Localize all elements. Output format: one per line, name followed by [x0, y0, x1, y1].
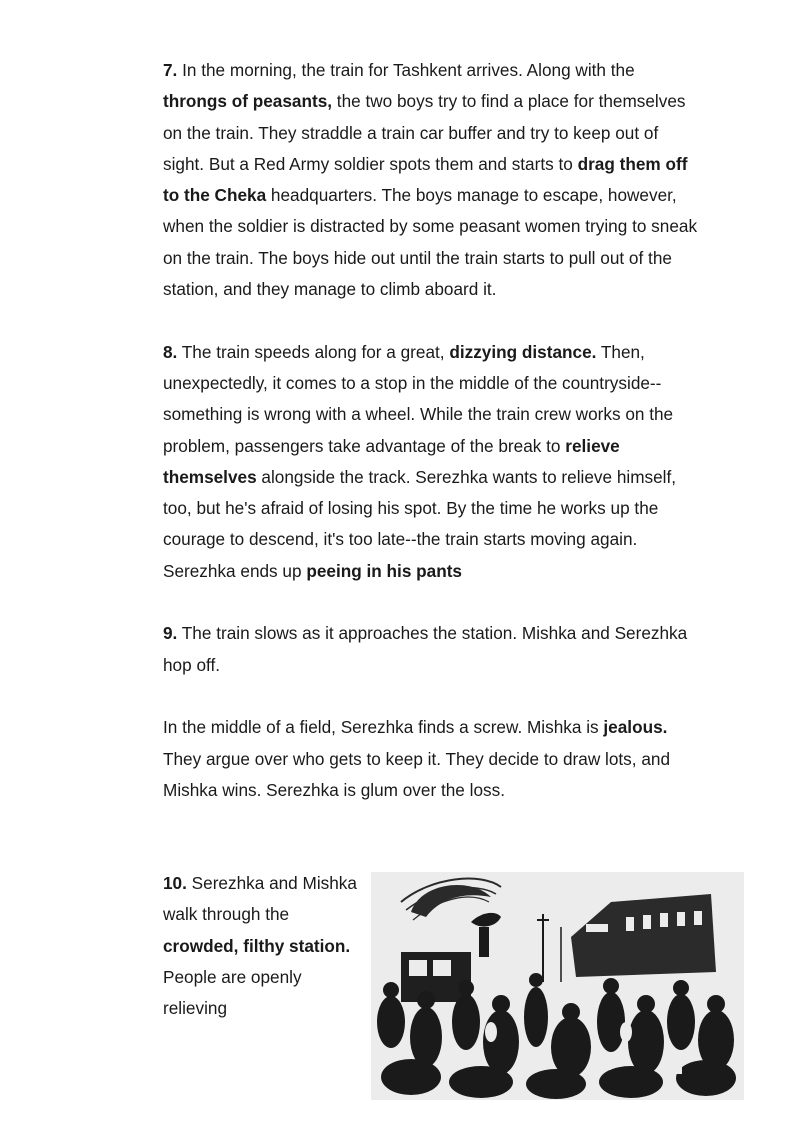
bold-phrase: crowded, filthy station.: [163, 935, 351, 956]
paragraph-10: [163, 868, 363, 1024]
text-run: headquarters. The boys manage to escape, however, when the soldier is distracted by some peasant women trying to sneak on the train. The boys hide out until the train starts to pull out of the station, and they manage to climb aboard it.: [163, 185, 698, 300]
bold-phrase: dizzying distance.: [449, 341, 597, 362]
text-run: Then, unexpectedly, it comes to a stop in the middle of the countryside--something is wrong with a wheel. While the train crew works on the problem, passengers take advantage of the break to: [163, 341, 674, 456]
document-body: [163, 55, 698, 806]
text-run: In the middle of a field, Serezhka finds a screw. Mishka is: [163, 717, 604, 738]
paragraph-number: 10.: [163, 873, 187, 893]
text-run: alongside the track. Serezhka wants to relieve himself, too, but he's afraid of losing his spot. By the time he works up the courage to descend, it's too late--the train starts moving again. Serezhka ends up: [163, 466, 677, 581]
text-run: The train slows as it approaches the station. Mishka and Serezhka hop off.: [163, 623, 688, 675]
bold-phrase: throngs of peasants,: [163, 91, 333, 112]
text-run: the two boys try to find a place for themselves on the train. They straddle a train car buffer and try to keep out of sight. But a Red Army soldier spots them and starts to: [163, 91, 686, 174]
paragraph-9-continued: [163, 712, 698, 806]
paragraph-number: 9.: [163, 623, 178, 644]
bold-phrase: jealous.: [603, 717, 668, 738]
text-run: They argue over who gets to keep it. They decide to draw lots, and Mishka wins. Serezhka is glum over the loss.: [163, 748, 671, 800]
crowded-station-illustration-icon: [371, 872, 744, 1100]
paragraph-number: 7.: [163, 60, 178, 80]
bold-phrase: peeing in his pants: [306, 560, 462, 581]
text-run: People are openly relieving: [163, 966, 302, 1019]
paragraph-number: 8.: [163, 341, 178, 362]
paragraph-7: [163, 55, 698, 305]
bold-phrase: relieve themselves: [163, 435, 620, 487]
paragraph-9: [163, 618, 698, 681]
text-run: In the morning, the train for Tashkent arrives. Along with the: [177, 60, 635, 80]
bold-phrase: drag them off to the Cheka: [163, 153, 688, 206]
station-sketch: [371, 872, 744, 1100]
paragraph-8: [163, 337, 698, 587]
text-run: The train speeds along for a great,: [177, 341, 450, 362]
text-run: Serezhka and Mishka walk through the: [163, 873, 357, 925]
